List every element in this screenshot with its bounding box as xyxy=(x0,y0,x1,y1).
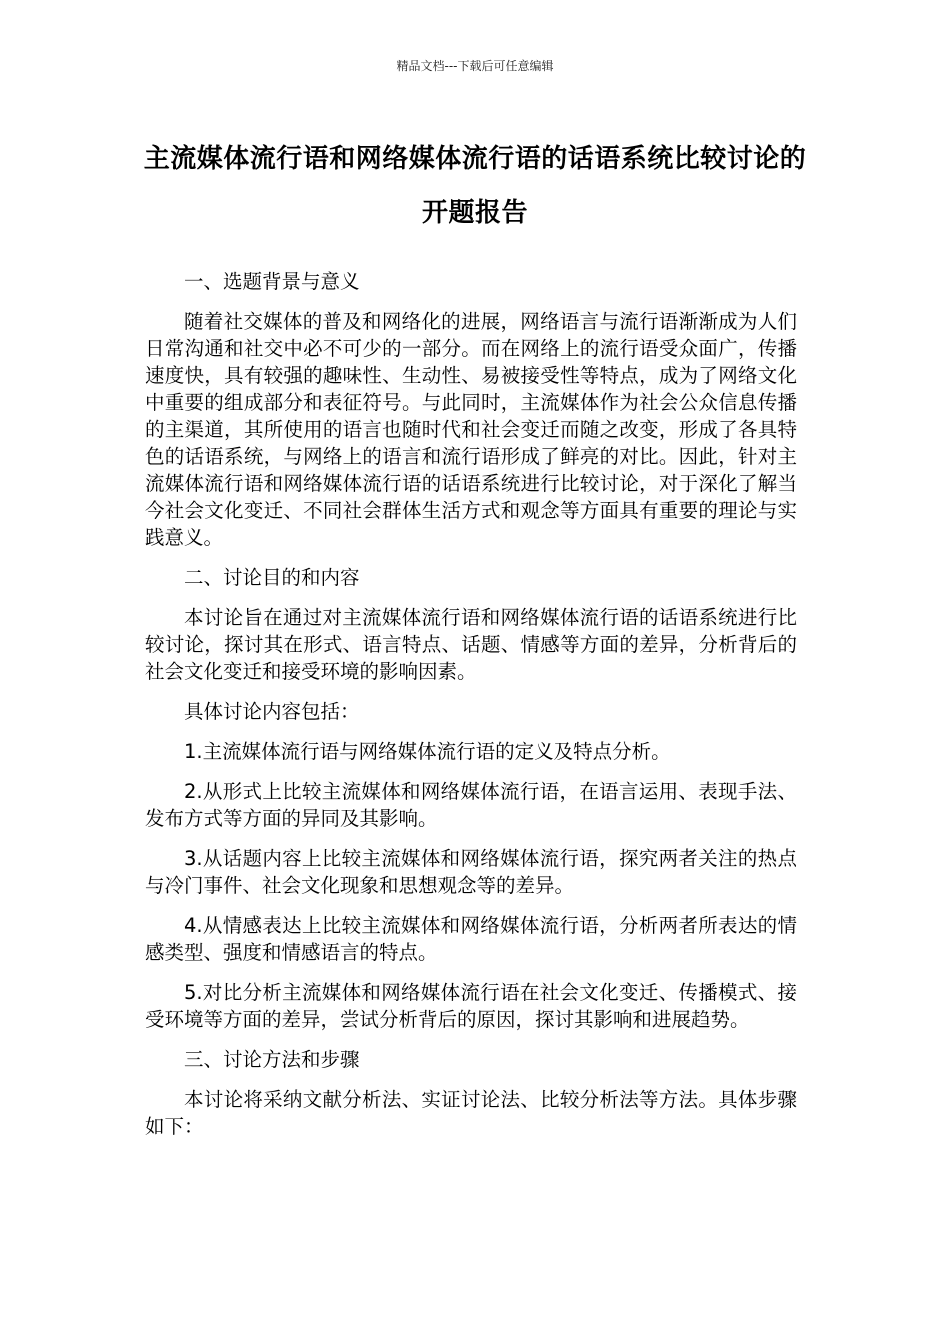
list-item: 2.从形式上比较主流媒体和网络媒体流行语，在语言运用、表现手法、发布方式等方面的异同及其影响。 xyxy=(145,780,797,830)
section-heading-background: 一、选题背景与意义 xyxy=(184,270,360,293)
header-note: 精品文档---下载后可任意编辑 xyxy=(396,59,554,73)
list-item: 4.从情感表达上比较主流媒体和网络媒体流行语，分析两者所表达的情感类型、强度和情感语言的特点。 xyxy=(145,914,797,964)
paragraph-purpose: 本讨论旨在通过对主流媒体流行语和网络媒体流行语的话语系统进行比较讨论，探讨其在形式、语言特点、话题、情感等方面的差异，分析背后的社会文化变迁和接受环境的影响因素。 xyxy=(145,606,797,683)
document-title: 主流媒体流行语和网络媒体流行语的话语系统比较讨论的开题报告 xyxy=(143,144,807,228)
section-heading-purpose: 二、讨论目的和内容 xyxy=(184,566,360,589)
list-item: 1.主流媒体流行语与网络媒体流行语的定义及特点分析。 xyxy=(184,740,671,763)
document-body xyxy=(145,268,797,1153)
list-item: 3.从话题内容上比较主流媒体和网络媒体流行语，探究两者关注的热点与冷门事件、社会文化现象和思想观念等的差异。 xyxy=(145,847,797,897)
paragraph-content-intro: 具体讨论内容包括： xyxy=(184,700,360,723)
paragraph-method: 本讨论将采纳文献分析法、实证讨论法、比较分析法等方法。具体步骤如下： xyxy=(145,1088,797,1138)
section-heading-method: 三、讨论方法和步骤 xyxy=(184,1048,360,1071)
paragraph-background: 随着社交媒体的普及和网络化的进展，网络语言与流行语渐渐成为人们日常沟通和社交中必不可少的一部分。而在网络上的流行语受众面广，传播速度快，具有较强的趣味性、生动性、易被接受性等特点，成为了网络文化中重要的组成部分和表征符号。与此同时，主流媒体作为社会公众信息传播的主渠道，其所使用的语言也随时代和社会变迁而随之改变，形成了各具特色的话语系统，与网络上的语言和流行语形成了鲜亮的对比。因此，针对主流媒体流行语和网络媒体流行语的话语系统进行比较讨论，对于深化了解当今社会文化变迁、不同社会群体生活方式和观念等方面具有重要的理论与实践意义。 xyxy=(145,310,797,549)
list-item: 5.对比分析主流媒体和网络媒体流行语在社会文化变迁、传播模式、接受环境等方面的差异，尝试分析背后的原因，探讨其影响和进展趋势。 xyxy=(145,981,797,1031)
